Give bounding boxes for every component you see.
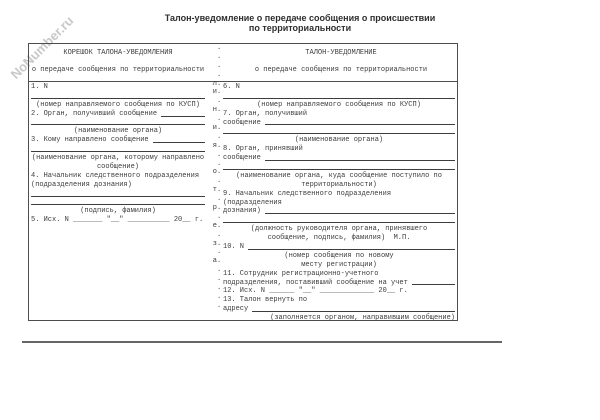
right-column-title: ТАЛОН-УВЕДОМЛЕНИЕ xyxy=(305,49,377,57)
tear-line-char: . xyxy=(212,150,222,159)
separator-line xyxy=(22,341,502,343)
form-line xyxy=(31,136,205,145)
form-line xyxy=(223,154,455,163)
tear-line-char: л. xyxy=(212,79,222,88)
form-line-text: 2. Орган, получивший сообщение xyxy=(31,109,162,118)
form-line: 7. Орган, получивший xyxy=(223,109,308,118)
blank-write-line xyxy=(153,136,205,143)
right-column-header xyxy=(225,44,457,81)
field-caption: (наименование органа) xyxy=(294,136,384,145)
tear-line-char: . xyxy=(212,212,222,221)
form-line-text: дознания) xyxy=(223,207,266,216)
tear-line-char: . xyxy=(212,195,222,204)
form-line-text: 10. N xyxy=(223,243,249,252)
tear-line-char: . xyxy=(212,44,222,52)
tear-line-char: з. xyxy=(212,239,222,248)
document-title-line1: Талон-уведомление о передаче сообщения о происшествии xyxy=(164,13,436,23)
blank-write-line xyxy=(223,163,455,172)
tear-line-char: . xyxy=(212,61,222,70)
field-caption: (номер сообщения по новому xyxy=(284,251,394,260)
form-line xyxy=(223,305,455,314)
blank-write-line xyxy=(265,207,455,214)
field-caption: (должность руководителя органа, принявшего xyxy=(250,225,428,234)
counterfoil-column xyxy=(29,82,207,323)
tear-line-char: . xyxy=(212,284,222,293)
form-line-text: сообщение xyxy=(223,154,266,163)
tear-line-char: т. xyxy=(212,186,222,195)
tear-line-char: н. xyxy=(212,106,222,115)
field-caption: сообщение, подпись, фамилия) М.П. xyxy=(267,234,411,243)
blank-write-line xyxy=(161,110,205,117)
blank-write-line xyxy=(223,127,455,136)
form-line: 13. Талон вернуть по xyxy=(223,296,308,305)
form-line: 1. N xyxy=(31,83,48,91)
form-line: 4. Начальник следственного подразделения xyxy=(31,171,200,180)
tear-line-char: . xyxy=(212,248,222,257)
tear-line-char: . xyxy=(212,301,222,310)
tear-line-char: я. xyxy=(212,141,222,150)
form-line: 8. Орган, принявший xyxy=(223,145,303,154)
field-caption: (номер направляемого сообщения по КУСП) xyxy=(36,100,200,109)
field-caption: (наименование органа, которому направлено xyxy=(31,154,205,163)
blank-write-line xyxy=(31,119,205,128)
tear-line xyxy=(209,44,225,320)
tear-line-char: а. xyxy=(212,257,222,266)
tear-line-char: р. xyxy=(212,204,222,213)
document-title-line2: по территориальности xyxy=(248,23,352,33)
form-line: 12. Исх. N ______ "__" _____________ 20__ г. xyxy=(223,287,408,296)
field-caption: территориальности) xyxy=(301,180,377,189)
form-line: 5. Исх. N _______ "__" __________ 20__ г. xyxy=(31,216,204,225)
tear-line-char: . xyxy=(212,52,222,61)
form-line-text: 3. Кому направлено сообщение xyxy=(31,136,153,145)
field-caption: (заполняется органом, направившим сообщение) xyxy=(270,314,455,323)
blank-write-line xyxy=(248,243,455,250)
form-line: 6. N xyxy=(223,83,240,91)
blank-write-line xyxy=(252,305,455,312)
blank-write-line xyxy=(31,92,205,101)
form-line-text: сообщение xyxy=(223,118,266,127)
field-caption: сообщение) xyxy=(96,163,139,172)
left-column-subtitle: о передаче сообщения по территориальности xyxy=(31,65,205,74)
right-column-subtitle: о передаче сообщения по территориальности xyxy=(254,65,428,74)
field-caption: месту регистрации) xyxy=(301,260,377,269)
form-line xyxy=(223,243,455,252)
form-body-row xyxy=(29,79,457,323)
form-line: 9. Начальник следственного подразделения xyxy=(223,189,392,198)
field-caption: (наименование органа, куда сообщение поступило по xyxy=(236,171,442,180)
field-caption: (номер направляемого сообщения по КУСП) xyxy=(257,100,421,109)
tear-line-char: о. xyxy=(212,168,222,177)
form-line xyxy=(223,207,455,216)
form-line-text: адресу xyxy=(223,305,253,314)
tear-line-char: . xyxy=(212,132,222,141)
blank-write-line xyxy=(31,145,205,154)
tear-line-char: . xyxy=(212,230,222,239)
tear-line-char: . xyxy=(212,266,222,275)
blank-write-line xyxy=(31,190,205,199)
form-line-text: подразделения, поставивший сообщение на учет xyxy=(223,278,413,287)
blank-write-line xyxy=(265,119,455,126)
form-line xyxy=(31,110,205,119)
form-line: 11. Сотрудник регистрационно-учетного xyxy=(223,269,379,278)
watermark: NoNumber.ru xyxy=(7,13,77,82)
tear-line-char: е. xyxy=(212,221,222,230)
blank-write-line xyxy=(265,154,455,161)
form-header-row xyxy=(29,44,457,82)
left-column-title: КОРЕШОК ТАЛОНА-УВЕДОМЛЕНИЯ xyxy=(63,49,173,57)
blank-write-line xyxy=(223,216,455,225)
form-line: (подразделения дознания) xyxy=(31,180,132,189)
tear-line-char: и. xyxy=(212,124,222,133)
tear-line-char: и. xyxy=(212,88,222,97)
notification-form xyxy=(28,43,458,321)
left-column-header xyxy=(29,44,207,81)
tear-line-char: . xyxy=(212,115,222,124)
blank-write-line xyxy=(31,199,205,208)
coupon-column xyxy=(223,82,457,323)
tear-line-char: . xyxy=(212,70,222,79)
tear-line-char: . xyxy=(212,275,222,284)
tear-line-char: . xyxy=(212,292,222,301)
blank-write-line xyxy=(412,279,455,286)
document-title xyxy=(0,13,600,33)
field-caption: (наименование органа) xyxy=(73,127,163,136)
tear-line-char: . xyxy=(212,159,222,168)
blank-write-line xyxy=(223,92,455,101)
tear-line-char: . xyxy=(212,177,222,186)
tear-line-char: . xyxy=(212,97,222,106)
field-caption: (подпись, фамилия) xyxy=(80,207,156,216)
form-line: (подразделения xyxy=(223,198,282,207)
form-line xyxy=(223,279,455,288)
form-line xyxy=(223,119,455,128)
